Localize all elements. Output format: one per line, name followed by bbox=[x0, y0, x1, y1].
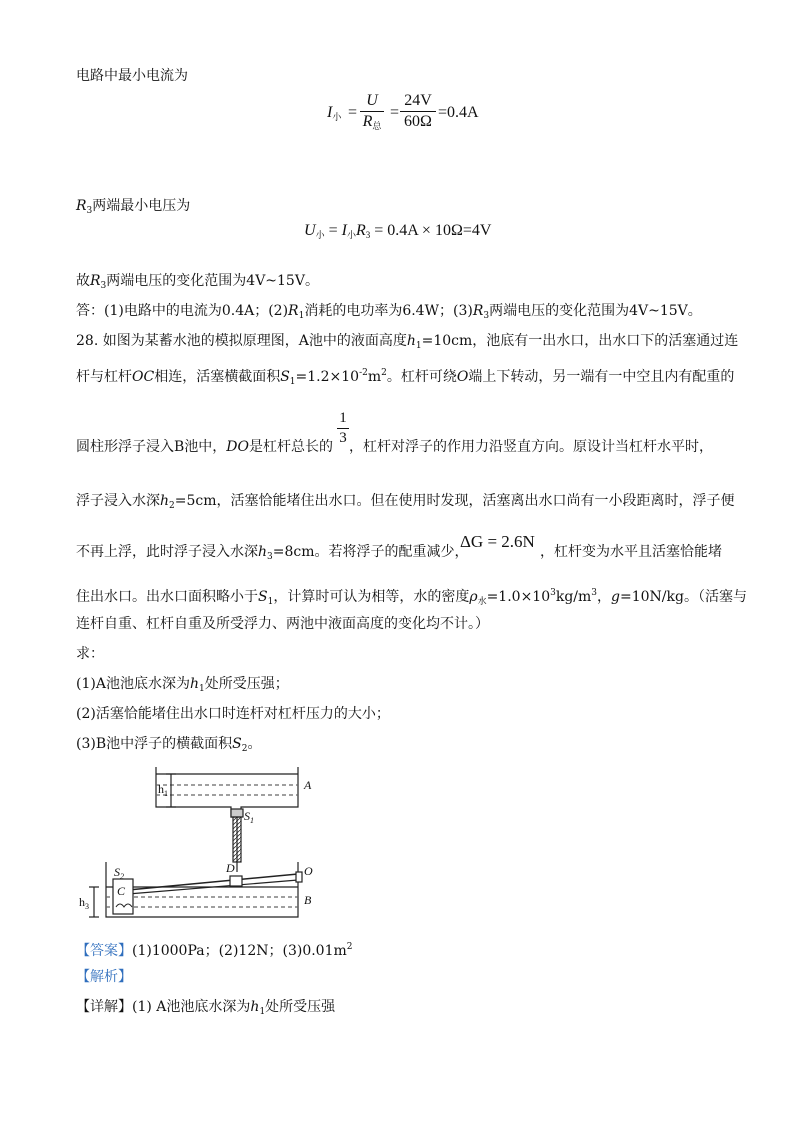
label-h1: $h_1$ bbox=[158, 782, 168, 798]
delta-g-formula: ΔG = 2.6N bbox=[460, 532, 535, 551]
text-line: (3)B池中浮子的横截面积$S_2$。 bbox=[76, 736, 262, 754]
text-line: ，杠杆变为水平且活塞恰能堵 bbox=[540, 544, 722, 560]
eq-equals: = bbox=[390, 104, 400, 121]
analysis-tag: 【解析】 bbox=[76, 969, 132, 985]
label-h3: $h_3$ bbox=[79, 895, 89, 911]
eq-i: $I_小$ bbox=[327, 104, 342, 122]
reservoir-diagram bbox=[76, 762, 326, 927]
text-line: 连杆自重、杠杆自重及所受浮力、两池中液面高度的变化均不计。） bbox=[76, 616, 489, 632]
text-line: 电路中最小电流为 bbox=[76, 68, 188, 84]
text-line: 故$R_3$两端电压的变化范围为4V~15V。 bbox=[76, 273, 319, 291]
piston bbox=[231, 809, 243, 817]
text-line: 杆与杠杆OC相连，活塞横截面积$S_1=1.2\times 10^{-2}m^2$。杠杆可绕O端上下转动，另一端有一中空且内有配重的 bbox=[76, 368, 735, 387]
text-line: $R_3$两端最小电压为 bbox=[76, 198, 191, 216]
answer-line: 【答案】(1)1000Pa；(2)12N；$(3)0.01m^2$ bbox=[76, 942, 353, 959]
label-o: O bbox=[304, 864, 313, 878]
text-line: 28. 如图为某蓄水池的模拟原理图，A池中的液面高度$h_1=10cm$，池底有一出水口，出水口下的活塞通过连 bbox=[76, 333, 739, 351]
eq-result: =0.4A bbox=[438, 104, 479, 121]
text-line: 住出水口。出水口面积略小于$S_1$，计算时可认为相等，水的密度$\rho_水=1.0\times 10^3kg/m^3$，g=10N/kg。（活塞与 bbox=[76, 588, 747, 607]
text-line: (2)活塞恰能堵住出水口时连杆对杠杆压力的大小； bbox=[76, 706, 390, 722]
text-line: 圆柱形浮子浸入B池中，DO是杠杆总长的 ，杠杆对浮子的作用力沿竖直方向。原设计当杠杆水平时， bbox=[76, 439, 713, 455]
label-a: A bbox=[304, 778, 312, 792]
text-line: 答：(1)电路中的电流为0.4A；$(2)R_1$消耗的电功率为6.4W；$(3)R_3$两端电压的变化范围为4V~15V。 bbox=[76, 303, 702, 321]
label-b: B bbox=[304, 893, 312, 907]
detail-line: 【详解】(1) A池池底水深为$h_1$处所受压强 bbox=[76, 999, 336, 1017]
pivot-d bbox=[230, 876, 242, 886]
answer-tag: 【答案】 bbox=[76, 943, 132, 959]
label-s1: $S_1$ bbox=[244, 809, 254, 825]
analysis-line bbox=[76, 967, 132, 987]
label-c: C bbox=[117, 884, 126, 898]
equation-min-voltage: $U_小 = I_小R_3 = 0.4A \times 10\Omega=4V$ bbox=[304, 222, 492, 240]
detail-tag: 【详解】 bbox=[76, 999, 132, 1015]
fraction-one-third: 1 3 bbox=[337, 410, 349, 447]
label-s2: $S_2$ bbox=[114, 865, 124, 881]
text-line: 浮子浸入水深$h_2=5cm$，活塞恰能堵住出水口。但在使用时发现，活塞离出水口尚有一小段距离时，浮子便 bbox=[76, 493, 735, 511]
eq-fraction-values: 24V 60Ω bbox=[400, 92, 436, 131]
text-line: 求： bbox=[76, 646, 104, 662]
pivot-o bbox=[296, 872, 302, 882]
label-d: D bbox=[226, 861, 235, 875]
text-line: (1)A池池底水深为$h_1$处所受压强； bbox=[76, 676, 289, 694]
eq-equals: = bbox=[348, 104, 358, 121]
text-line: 不再上浮，此时浮子浸入水深$h_3=8cm$。若将浮子的配重减少， bbox=[76, 544, 469, 562]
eq-fraction-u-r: U $R_总$ bbox=[360, 92, 384, 132]
